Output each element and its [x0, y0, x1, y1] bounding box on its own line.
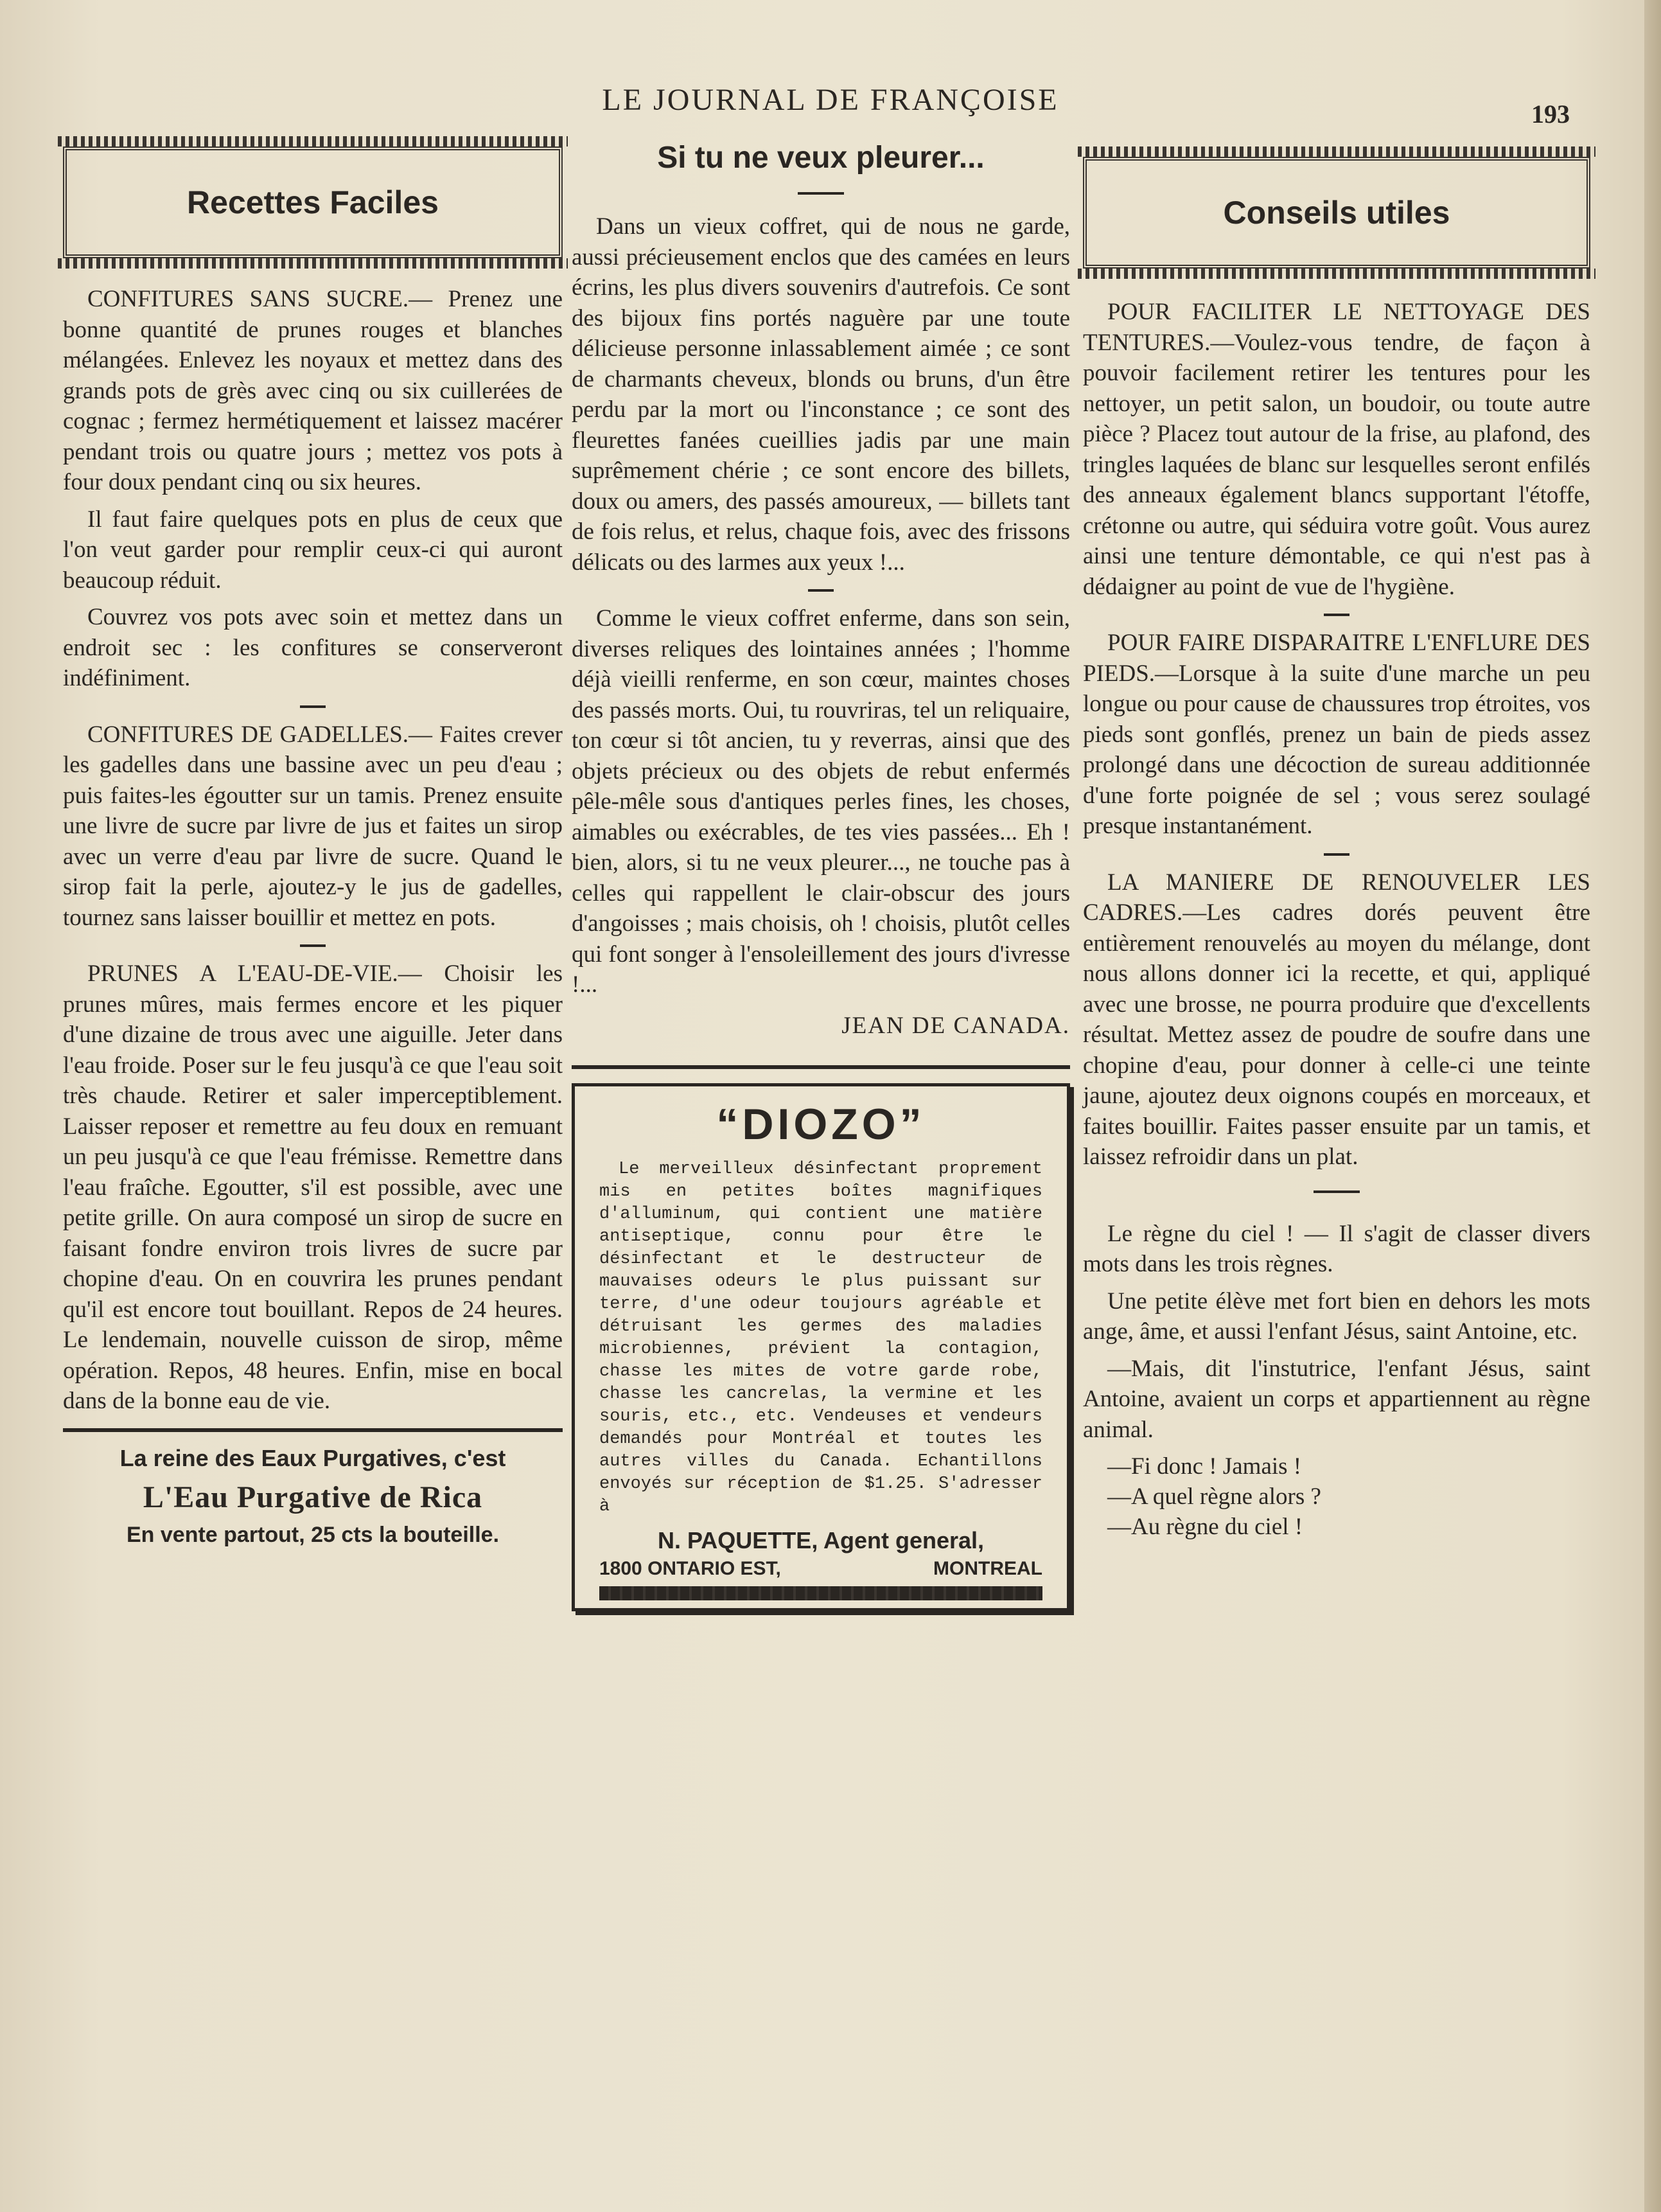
page-spine-edge [1644, 0, 1661, 2212]
separator [1324, 614, 1349, 616]
ad-diozo-brand: “DIOZO” [716, 1099, 926, 1149]
article-prunes-eau-de-vie: PRUNES A L'EAU-DE-VIE.— Choisir les prunes mûres, mais fermes encore et les piquer d'une dizaine de trous avec une aiguille. Jeter dans l'eau froide. Poser sur le feu jusqu'à ce que l'eau soit très chaude. Retirer et saler imperceptiblement. Laisser reposer et remettre au feu doux en remuant un peu jusqu'à ce que l'eau frémisse. Remettre dans l'eau fraîche. Egoutter, s'il est possible, avec une petite grille. On aura composé un sirop de sucre en faisant fondre environ trois livres de sucre par chopine d'eau. On en couvrira les prunes pendant qu'il est encore tout bouillant. Repos de 24 heures. Le lendemain, nouvelle cuisson de sirop, même opération. Repos, 48 heures. Enfin, mise en bocal dans de la bonne eau de vie. [63, 960, 563, 1414]
dialogue-line-2: —A quel règne alors ? [1107, 1483, 1321, 1510]
article-renouveler-cadres: LA MANIERE DE RENOUVELER LES CADRES.—Les cadres dorés peuvent être entièrement renouvelés au moyen du mélange, dont nous allons donner ici la recette, et qui, appliqué avec une brosse, ne pourra produire que d'excellents résultat. Mettez assez de poudre de soufre dans une chopine d'eau, pour donner à celle-ci une teinte jaune, ajoutez deux oignons coupés en morceaux, et faites bouillir. Faites passer ensuite par un tamis, et laissez refroidir dans un plat. [1083, 869, 1590, 1170]
page-header-title: LE JOURNAL DE FRANÇOISE [602, 83, 1059, 117]
ad-diozo-address-street: 1800 ONTARIO EST, [599, 1557, 781, 1579]
section-title-conseils: Conseils utiles [1223, 195, 1450, 231]
separator [300, 705, 326, 708]
article-confitures-sans-sucre: CONFITURES SANS SUCRE.— Prenez une bonne quantité de prunes rouges et blanches mélangées. Enlevez les noyaux et mettez dans des grands pots de grès avec cinq ou six cuillerées de cognac ; fermez hermétiquement et laissez macérer pendant trois ou quatre jours ; mettez vos pots à four doux pendant cinq ou six heures. [63, 286, 563, 495]
ad-rica-line3: En vente partout, 25 cts la bouteille. [126, 1522, 500, 1547]
ad-diozo-bottom-border [599, 1586, 1042, 1600]
page-number: 193 [1531, 100, 1570, 128]
section-title-recettes: Recettes Faciles [187, 184, 439, 220]
article-nettoyage-tentures: POUR FACILITER LE NETTOYAGE DES TENTURES.—Voulez-vous tendre, de façon à pouvoir facilement retirer les tentures pour les nettoyer, un petit salon, un boudoir, ou toute autre pièce ? Placez tout autour de la frise, au plafond, des tringles laquées de blanc sur lesquelles seront enfilés des anneaux également blancs supportant l'étoffe, crétonne ou autre, qui séduira votre goût. Vous aurez ainsi une tenture démontable, ce qui n'est pas à dédaigner au point de vue de l'hygiène. [1083, 299, 1590, 600]
advertisement-rica [63, 1445, 563, 1548]
article-title-pleurer: Si tu ne veux pleurer... [657, 141, 985, 175]
advertisement-diozo [572, 1083, 1070, 1611]
article-regne-ciel-p3: —Mais, dit l'instutrice, l'enfant Jésus, saint Antoine, avaient un corps et appartiennent au règne animal. [1083, 1355, 1590, 1443]
separator [1324, 853, 1349, 856]
ad-diozo-address-city: MONTREAL [933, 1557, 1042, 1579]
article-enflure-pieds: POUR FAIRE DISPARAITRE L'ENFLURE DES PIEDS.—Lorsque à la suite d'une marche un peu longue ou pour cause de chaussures trop étroites, vos pieds sont gonflés, prenez un bain de pieds assez prolongé dans une décoction de sureau additionnée d'une forte poignée de sel ; vous serez soulagé presque instantanément. [1083, 630, 1590, 839]
ad-rica-line1: La reine des Eaux Purgatives, c'est [119, 1444, 506, 1471]
dialogue-line-3: —Au règne du ciel ! [1107, 1514, 1303, 1540]
article-regne-ciel-p2: Une petite élève met fort bien en dehors les mots ange, âme, et aussi l'enfant Jésus, saint Antoine, etc. [1083, 1287, 1590, 1345]
separator [1314, 1190, 1360, 1193]
separator [808, 589, 834, 592]
column-conseils [1083, 128, 1590, 1542]
article-confitures-sans-sucre-p2: Il faut faire quelques pots en plus de ceux que l'on veut garder pour remplir ceux-ci qui auront beaucoup réduit. [63, 506, 563, 594]
separator [300, 944, 326, 947]
dialogue-line-1: —Fi donc ! Jamais ! [1107, 1453, 1302, 1480]
article-confitures-sans-sucre-p3: Couvrez vos pots avec soin et mettez dans un endroit sec : les confitures se conserveront indéfiniment. [63, 604, 563, 691]
ad-diozo-text: Le merveilleux désinfectant proprement mis en petites boîtes magnifiques d'alluminum, qui contient une matière antiseptique, connu pour être le désinfectant et le destructeur de mauvaises odeurs le plus puissant sur terre, d'une odeur toujours agréable et détruisant les germes des maladies microbiennes, prévient la contagion, chasse les mites de votre garde robe, chasse les cancrelas, la vermine et les souris, etc., etc. Vendeuses et vendeurs demandés pour Montréal et toutes les autres villes du Canada. Echantillons envoyés sur réception de $1.25. S'adresser à [599, 1159, 1042, 1516]
ad-diozo-address [599, 1554, 1042, 1580]
article-pleurer-p1: Dans un vieux coffret, qui de nous ne garde, aussi précieusement enclos que des camées en leurs écrins, les plus divers souvenirs d'autrefois. Ce sont des bijoux fins portés naguère par une toute délicieuse personne inlassablement aimée ; ce sont de charmants cheveux, blonds ou bruns, d'un être perdu par la mort ou l'inconstance ; ce sont des fleurettes fanées cueillies jadis par une main suprêmement chérie ; ce sont encore des billets, doux ou amers, des passés amoureux, — billets tant de fois relus, et relus, chaque fois, avec des frissons délicats ou des larmes aux yeux !... [572, 213, 1070, 576]
column-rule [63, 1428, 563, 1432]
column-recettes [63, 128, 563, 1548]
article-regne-ciel-p1: Le règne du ciel ! — Il s'agit de classer divers mots dans les trois règnes. [1083, 1220, 1590, 1277]
article-pleurer-p2: Comme le vieux coffret enferme, dans son sein, diverses reliques des lointaines années ; l'homme déjà vieilli renferme, en son cœur, maintes choses des passés morts. Oui, tu rouvriras, tel un reliquaire, ton cœur si tôt ancien, tu y reverras, ainsi que des objets précieux ou des objets de rebut enfermés pêle-mêle sous d'antiques perles fines, les choses, aimables ou exécrables, de tes vies passées... Eh ! bien, alors, si tu ne veux pleurer..., ne touche pas à celles qui rappellent le clair-obscur des jours d'angoisses ; mais choisis, oh ! choisis, plutôt celles qui font songer à l'ensoleillement des jours d'ivresse !... [572, 605, 1070, 998]
separator [798, 192, 844, 195]
column-rule [572, 1065, 1070, 1069]
ad-diozo-agent: N. PAQUETTE, Agent general, [657, 1526, 985, 1553]
column-poem [572, 128, 1070, 1611]
section-box-recettes [63, 146, 563, 258]
section-box-conseils [1083, 157, 1590, 269]
article-confitures-gadelles: CONFITURES DE GADELLES.— Faites crever les gadelles dans une bassine avec un peu d'eau ; puis faites-les égoutter sur un tamis. Prenez ensuite une livre de sucre par livre de jus et faites un sirop avec un verre d'eau par livre de sucre. Quand le sirop fait la perle, ajoutez-y le jus de gadelles, tournez sans laisser bouillir et mettez en pots. [63, 721, 563, 931]
article-byline: JEAN DE CANADA. [841, 1012, 1070, 1039]
ad-rica-line2: L'Eau Purgative de Rica [143, 1480, 483, 1514]
